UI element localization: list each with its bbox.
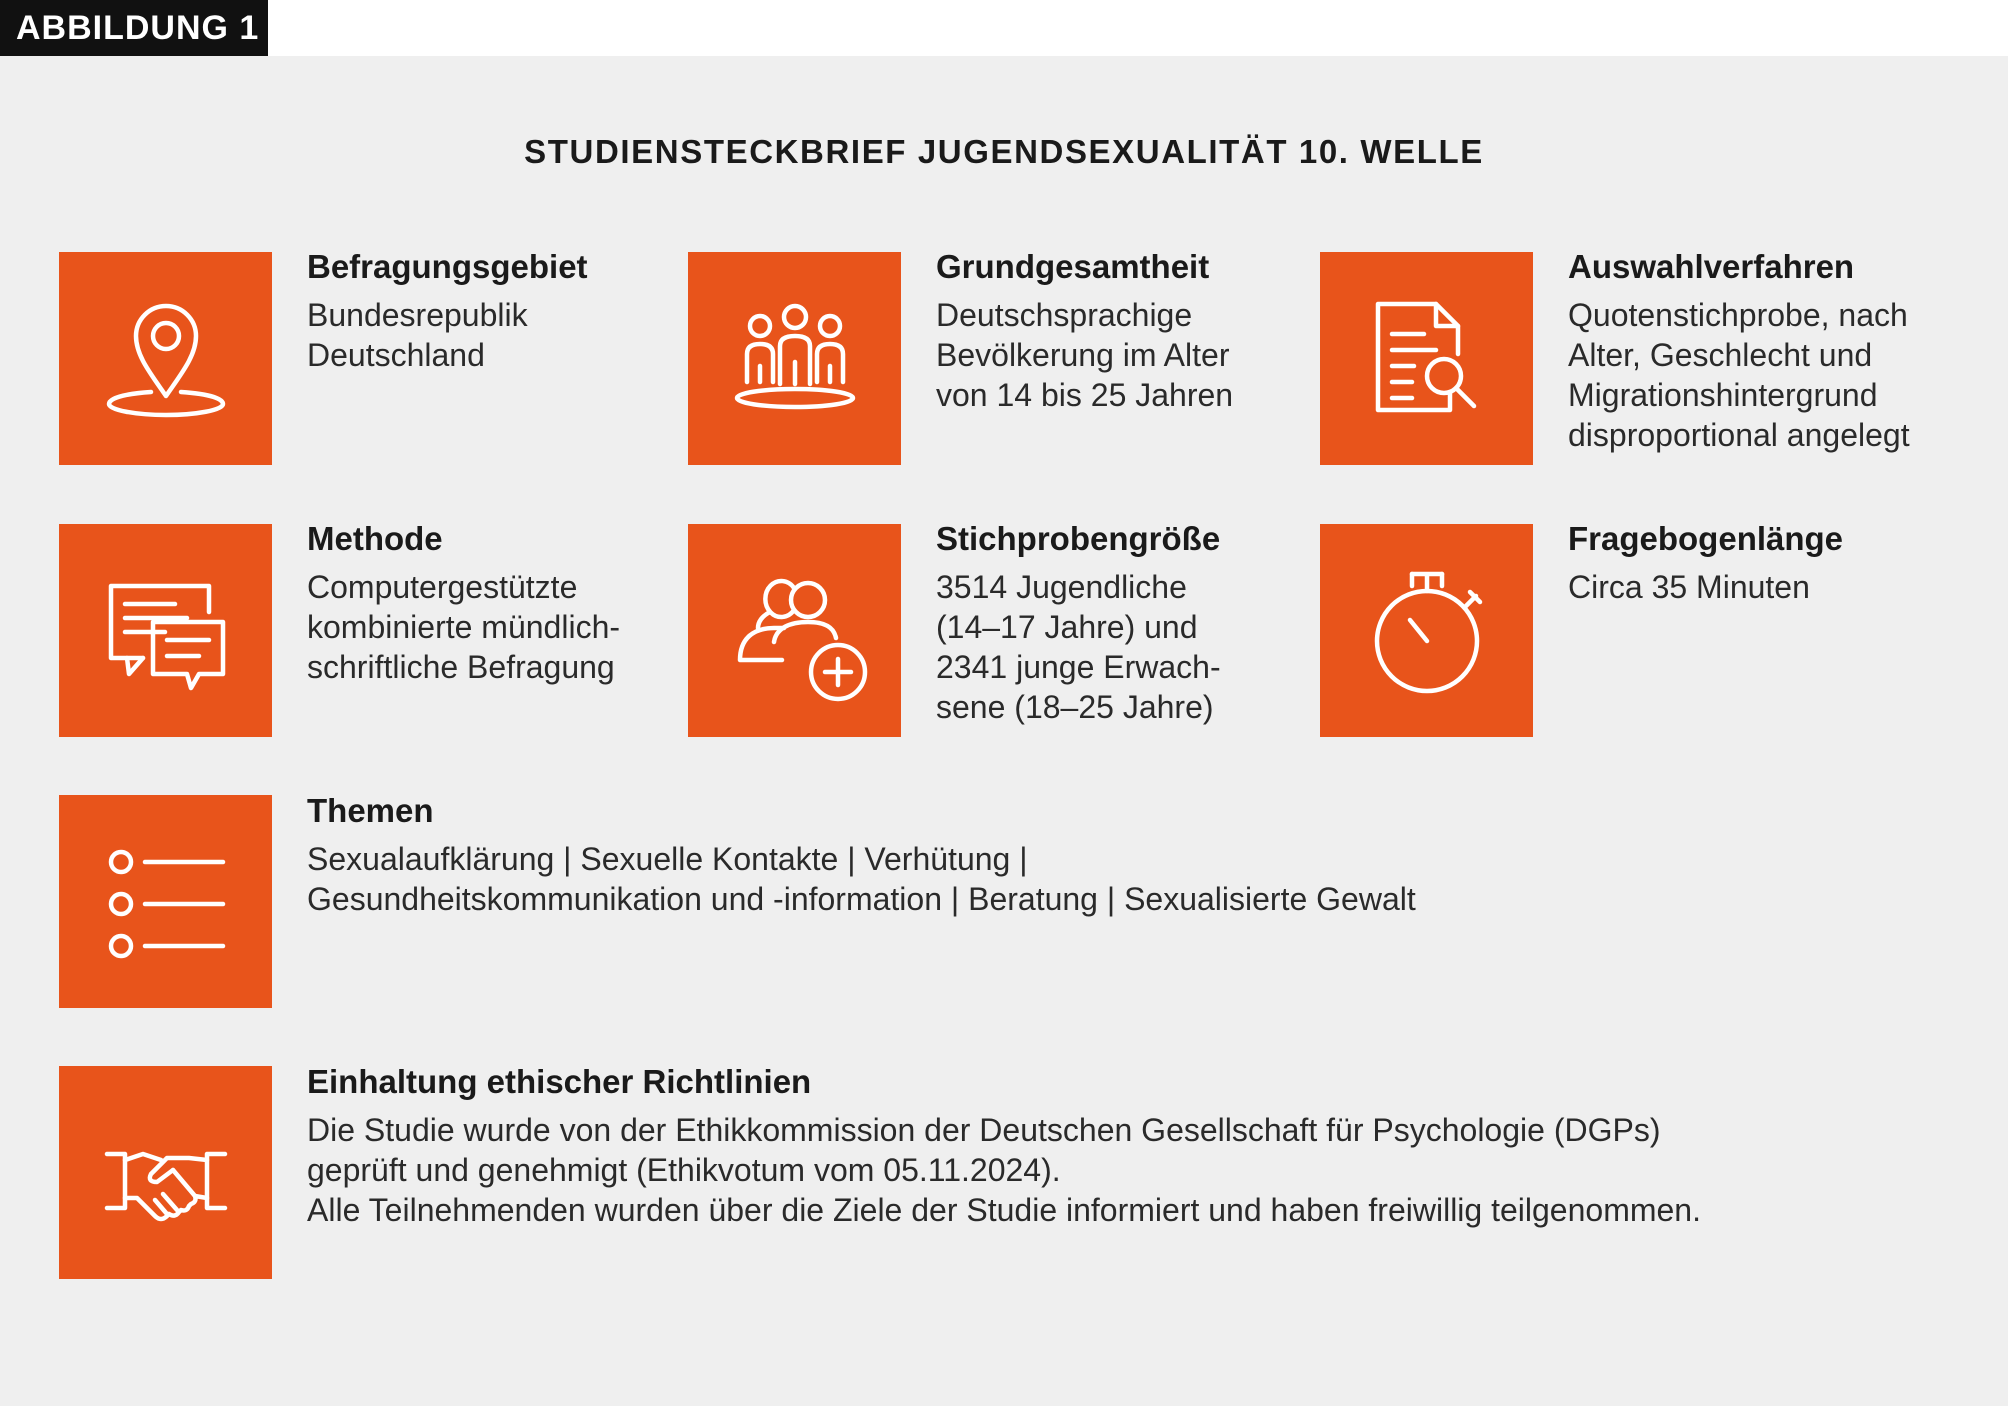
item-line: kombinierte mündlich- — [307, 609, 621, 645]
figure-label: ABBILDUNG 1 — [0, 0, 268, 56]
item-themen — [307, 789, 1416, 919]
item-line: Circa 35 Minuten — [1568, 569, 1810, 605]
item-line: geprüft und genehmigt (Ethikvotum vom 05.11.2024). — [307, 1152, 1061, 1188]
item-line: von 14 bis 25 Jahren — [936, 377, 1234, 413]
item-line: Quotenstichprobe, nach — [1568, 297, 1908, 333]
item-line: Bevölkerung im Alter — [936, 337, 1230, 373]
item-heading: Fragebogenlänge — [1568, 520, 1844, 557]
item-heading: Einhaltung ethischer Richtlinien — [307, 1063, 812, 1100]
document-search-icon — [1352, 284, 1502, 434]
item-line: (14–17 Jahre) und — [936, 609, 1198, 645]
tile-grundgesamtheit — [688, 252, 901, 465]
item-heading: Grundgesamtheit — [936, 248, 1210, 285]
item-line: Deutschland — [307, 337, 485, 373]
item-line: Deutschsprachige — [936, 297, 1193, 333]
item-auswahlverfahren — [1568, 245, 1910, 455]
item-line: schriftliche Befragung — [307, 649, 615, 685]
item-line: Alter, Geschlecht und — [1568, 337, 1873, 373]
item-line: Migrationshintergrund — [1568, 377, 1878, 413]
item-heading: Themen — [307, 792, 434, 829]
item-line: Alle Teilnehmenden wurden über die Ziele der Studie informiert und haben freiwillig teilgenommen. — [307, 1192, 1701, 1228]
tile-methode — [59, 524, 272, 737]
item-fragebogenlaenge — [1568, 517, 1843, 607]
item-methode — [307, 517, 620, 687]
item-stichprobengroesse — [936, 517, 1221, 727]
item-heading: Auswahlverfahren — [1568, 248, 1855, 285]
location-pin-icon — [91, 284, 241, 434]
page-title: STUDIENSTECKBRIEF JUGENDSEXUALITÄT 10. WELLE — [524, 133, 1484, 170]
tile-befragungsgebiet — [59, 252, 272, 465]
list-icon — [91, 827, 241, 977]
add-users-icon — [720, 556, 870, 706]
item-ethik — [307, 1060, 1701, 1230]
item-line: disproportional angelegt — [1568, 417, 1910, 453]
people-group-icon — [720, 284, 870, 434]
item-befragungsgebiet — [307, 245, 588, 375]
tile-ethik — [59, 1066, 272, 1279]
item-line: 2341 junge Erwach- — [936, 649, 1221, 685]
tile-stichprobengroesse — [688, 524, 901, 737]
item-heading: Stichprobengröße — [936, 520, 1221, 557]
item-heading: Befragungsgebiet — [307, 248, 588, 285]
item-line: sene (18–25 Jahre) — [936, 689, 1214, 725]
item-line: 3514 Jugendliche — [936, 569, 1187, 605]
handshake-icon — [91, 1098, 241, 1248]
tile-auswahlverfahren — [1320, 252, 1533, 465]
tile-themen — [59, 795, 272, 1008]
item-line: Sexualaufklärung | Sexuelle Kontakte | Verhütung | — [307, 841, 1028, 877]
item-line: Computergestützte — [307, 569, 578, 605]
item-line: Die Studie wurde von der Ethikkommission der Deutschen Gesellschaft für Psychologie (DGPs) — [307, 1112, 1661, 1148]
item-grundgesamtheit — [936, 245, 1233, 415]
stopwatch-icon — [1352, 556, 1502, 706]
item-heading: Methode — [307, 520, 443, 557]
tile-fragebogenlaenge — [1320, 524, 1533, 737]
item-line: Gesundheitskommunikation und -information | Beratung | Sexualisierte Gewalt — [307, 881, 1416, 917]
item-line: Bundesrepublik — [307, 297, 528, 333]
chat-bubbles-icon — [91, 556, 241, 706]
